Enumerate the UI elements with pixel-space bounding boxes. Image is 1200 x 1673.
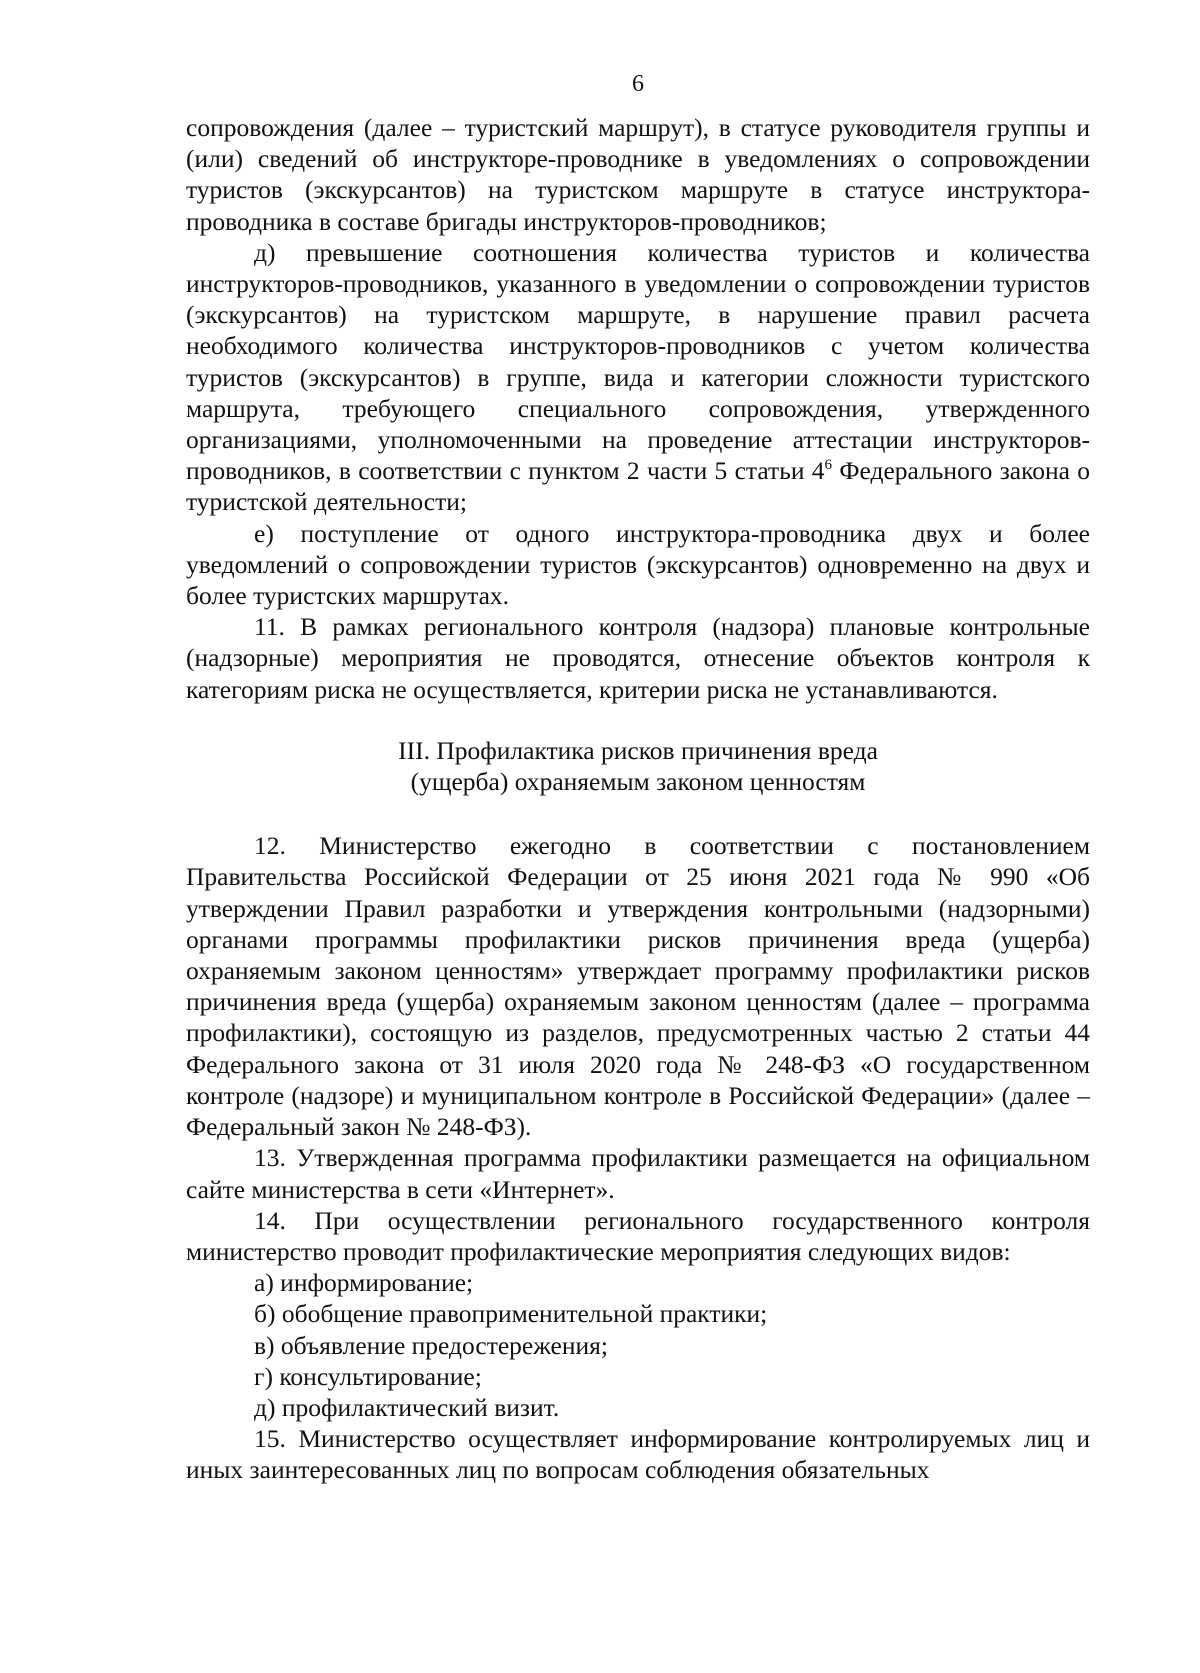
list-item: в) объявление предостережения; xyxy=(254,1330,608,1360)
list-item: г) консультирование; xyxy=(254,1361,482,1391)
page-number: 6 xyxy=(632,71,644,97)
list-item: д) профилактический визит. xyxy=(254,1392,560,1422)
paragraph-15: 15. Министерство осуществляет информирование контролируемых лиц и иных заинтересованных лиц по вопросам соблюдения обязательных xyxy=(186,1424,1090,1485)
section-heading-line2: (ущерба) охраняемым законом ценностям xyxy=(410,767,866,797)
list-item: а) информирование; xyxy=(254,1268,474,1298)
paragraph-item-e: е) поступление от одного инструктора-проводника двух и более уведомлений о сопровождении туристов (экскурсантов) одновременно на двух и более туристских маршрутах. xyxy=(186,518,1090,611)
paragraph-item-d-main: д) превышение соотношения количества туристов и количества инструкторов-проводников, указанного в уведомлении о сопровождении туристов (экскурсантов) на туристском маршруте, в нарушение правил расчета необходимого количества инструкторов-проводников с учетом количества туристов (экскурсантов) в группе, вида и категории сложности туристского маршрута, требующего специального сопровождения, утвержденного организациями, уполномоченными на проведение аттестации инструкторов-проводников, в соответствии с пунктом 2 части 5 статьи 4 xyxy=(186,237,1090,486)
paragraph-13: 13. Утвержденная программа профилактики размещается на официальном сайте министерства в сети «Интернет». xyxy=(186,1143,1090,1204)
paragraph-11: 11. В рамках регионального контроля (надзора) плановые контрольные (надзорные) мероприятия не проводятся, отнесение объектов контроля к категориям риска не осуществляется, критерии риска не устанавливаются. xyxy=(186,612,1090,704)
document-page xyxy=(186,70,1090,1486)
section-heading xyxy=(186,735,1090,797)
paragraph-item-d xyxy=(186,237,1090,518)
paragraph-item-d-tail: Федерального закона о туристской деятельности; xyxy=(186,456,1090,517)
list-item: б) обобщение правоприменительной практики; xyxy=(254,1299,768,1329)
section-heading-line1: III. Профилактика рисков причинения вреда xyxy=(398,735,878,765)
paragraph-continuation: сопровождения (далее – туристский маршрут), в статусе руководителя группы и (или) сведений об инструкторе-проводнике в уведомлениях о сопровождении туристов (экскурсантов) на туристском маршруте в статусе инструктора-проводника в составе бригады инструкторов-проводников; xyxy=(186,113,1090,236)
paragraph-14: 14. При осуществлении регионального государственного контроля министерство проводит профилактические мероприятия следующих видов: xyxy=(186,1205,1090,1266)
paragraph-12: 12. Министерство ежегодно в соответствии с постановлением Правительства Российской Федерации от 25 июня 2021 года № 990 «Об утверждении Правил разработки и утверждения контрольными (надзорными) органами программы профилактики рисков причинения вреда (ущерба) охраняемым законом ценностям» утверждает программу профилактики рисков причинения вреда (ущерба) охраняемым законом ценностям (далее – программа профилактики), состоящую из разделов, предусмотренных частью 2 статьи 44 Федерального закона от 31 июля 2020 года № 248-ФЗ «О государственном контроле (надзоре) и муниципальном контроле в Российской Федерации» (далее – Федеральный закон № 248-ФЗ). xyxy=(186,831,1090,1142)
superscript: 6 xyxy=(824,457,833,474)
